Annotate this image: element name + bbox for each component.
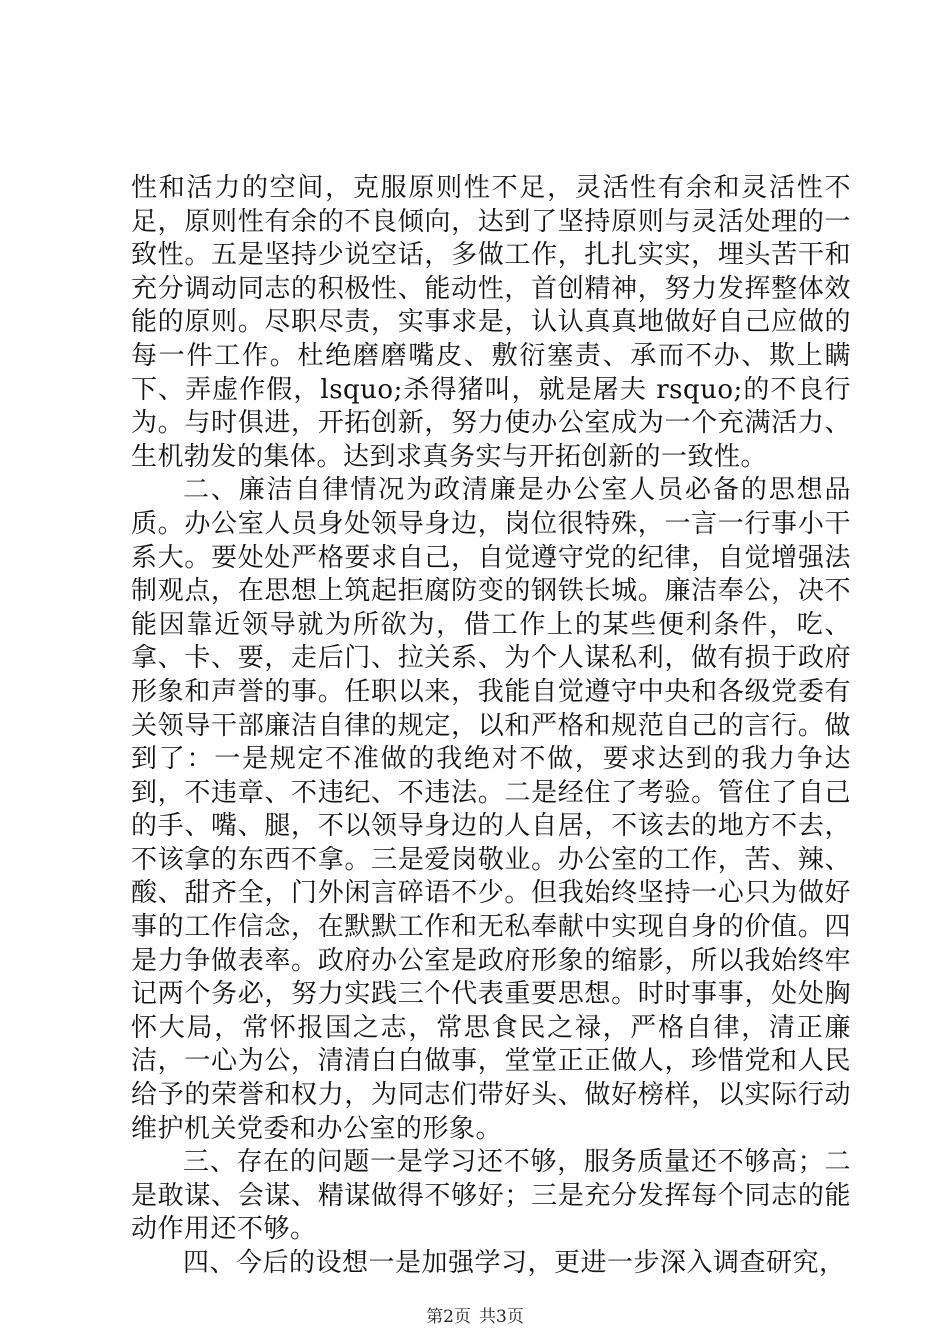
page-total: 共3页 [479,1307,524,1327]
document-body [131,172,851,1281]
paragraph-problems: 三、存在的问题一是学习还不够，服务质量还不够高；二是敢谋、会谋、精谋做得不够好；三是充分发挥每个同志的能动作用还不够。 [131,1147,851,1245]
paragraph-plans: 四、今后的设想一是加强学习，更进一步深入调查研究， [183,1248,846,1278]
page-footer [0,1302,950,1327]
page-number: 第2页 [426,1307,471,1327]
paragraph-continuation: 性和活力的空间，克服原则性不足，灵活性有余和灵活性不足，原则性有余的不良倾向，达到了坚持原则与灵活处理的一致性。五是坚持少说空话，多做工作，扎扎实实，埋头苦干和充分调动同志的积极性、能动性，首创精神，努力发挥整体效能的原则。尽职尽责，实事求是，认认真真地做好自己应做的每一件工作。杜绝磨磨嘴皮、敷衍塞责、承而不办、欺上瞒下、弄虚作假，lsquo;杀得猪叫，就是屠夫 rsquo;的不良行为。与时俱进，开拓创新，努力使办公室成为一个充满活力、生机勃发的集体。达到求真务实与开拓创新的一致性。 [131,173,851,472]
paragraph-integrity: 二、廉洁自律情况为政清廉是办公室人员必备的思想品质。办公室人员身处领导身边，岗位很特殊，一言一行事小干系大。要处处严格要求自己，自觉遵守党的纪律，自觉增强法制观点，在思想上筑起拒腐防变的钢铁长城。廉洁奉公，决不能因靠近领导就为所欲为，借工作上的某些便利条件，吃、拿、卡、要，走后门、拉关系、为个人谋私利，做有损于政府形象和声誉的事。任职以来，我能自觉遵守中央和各级党委有关领导干部廉洁自律的规定，以和严格和规范自己的言行。做到了：一是规定不准做的我绝对不做，要求达到的我力争达到，不违章、不违纪、不违法。二是经住了考验。管住了自己的手、嘴、腿，不以领导身边的人自居，不该去的地方不去，不该拿的东西不拿。三是爱岗敬业。办公室的工作，苦、辣、酸、甜齐全，门外闲言碎语不少。但我始终坚持一心只为做好事的工作信念，在默默工作和无私奉献中实现自身的价值。四是力争做表率。政府办公室是政府形象的缩影，所以我始终牢记两个务必，努力实践三个代表重要思想。时时事事，处处胸怀大局，常怀报国之志，常思食民之禄，严格自律，清正廉洁，一心为公，清清白白做事，堂堂正正做人，珍惜党和人民给予的荣誉和权力，为同志们带好头、做好榜样，以实际行动维护机关党委和办公室的形象。 [131,475,851,1144]
